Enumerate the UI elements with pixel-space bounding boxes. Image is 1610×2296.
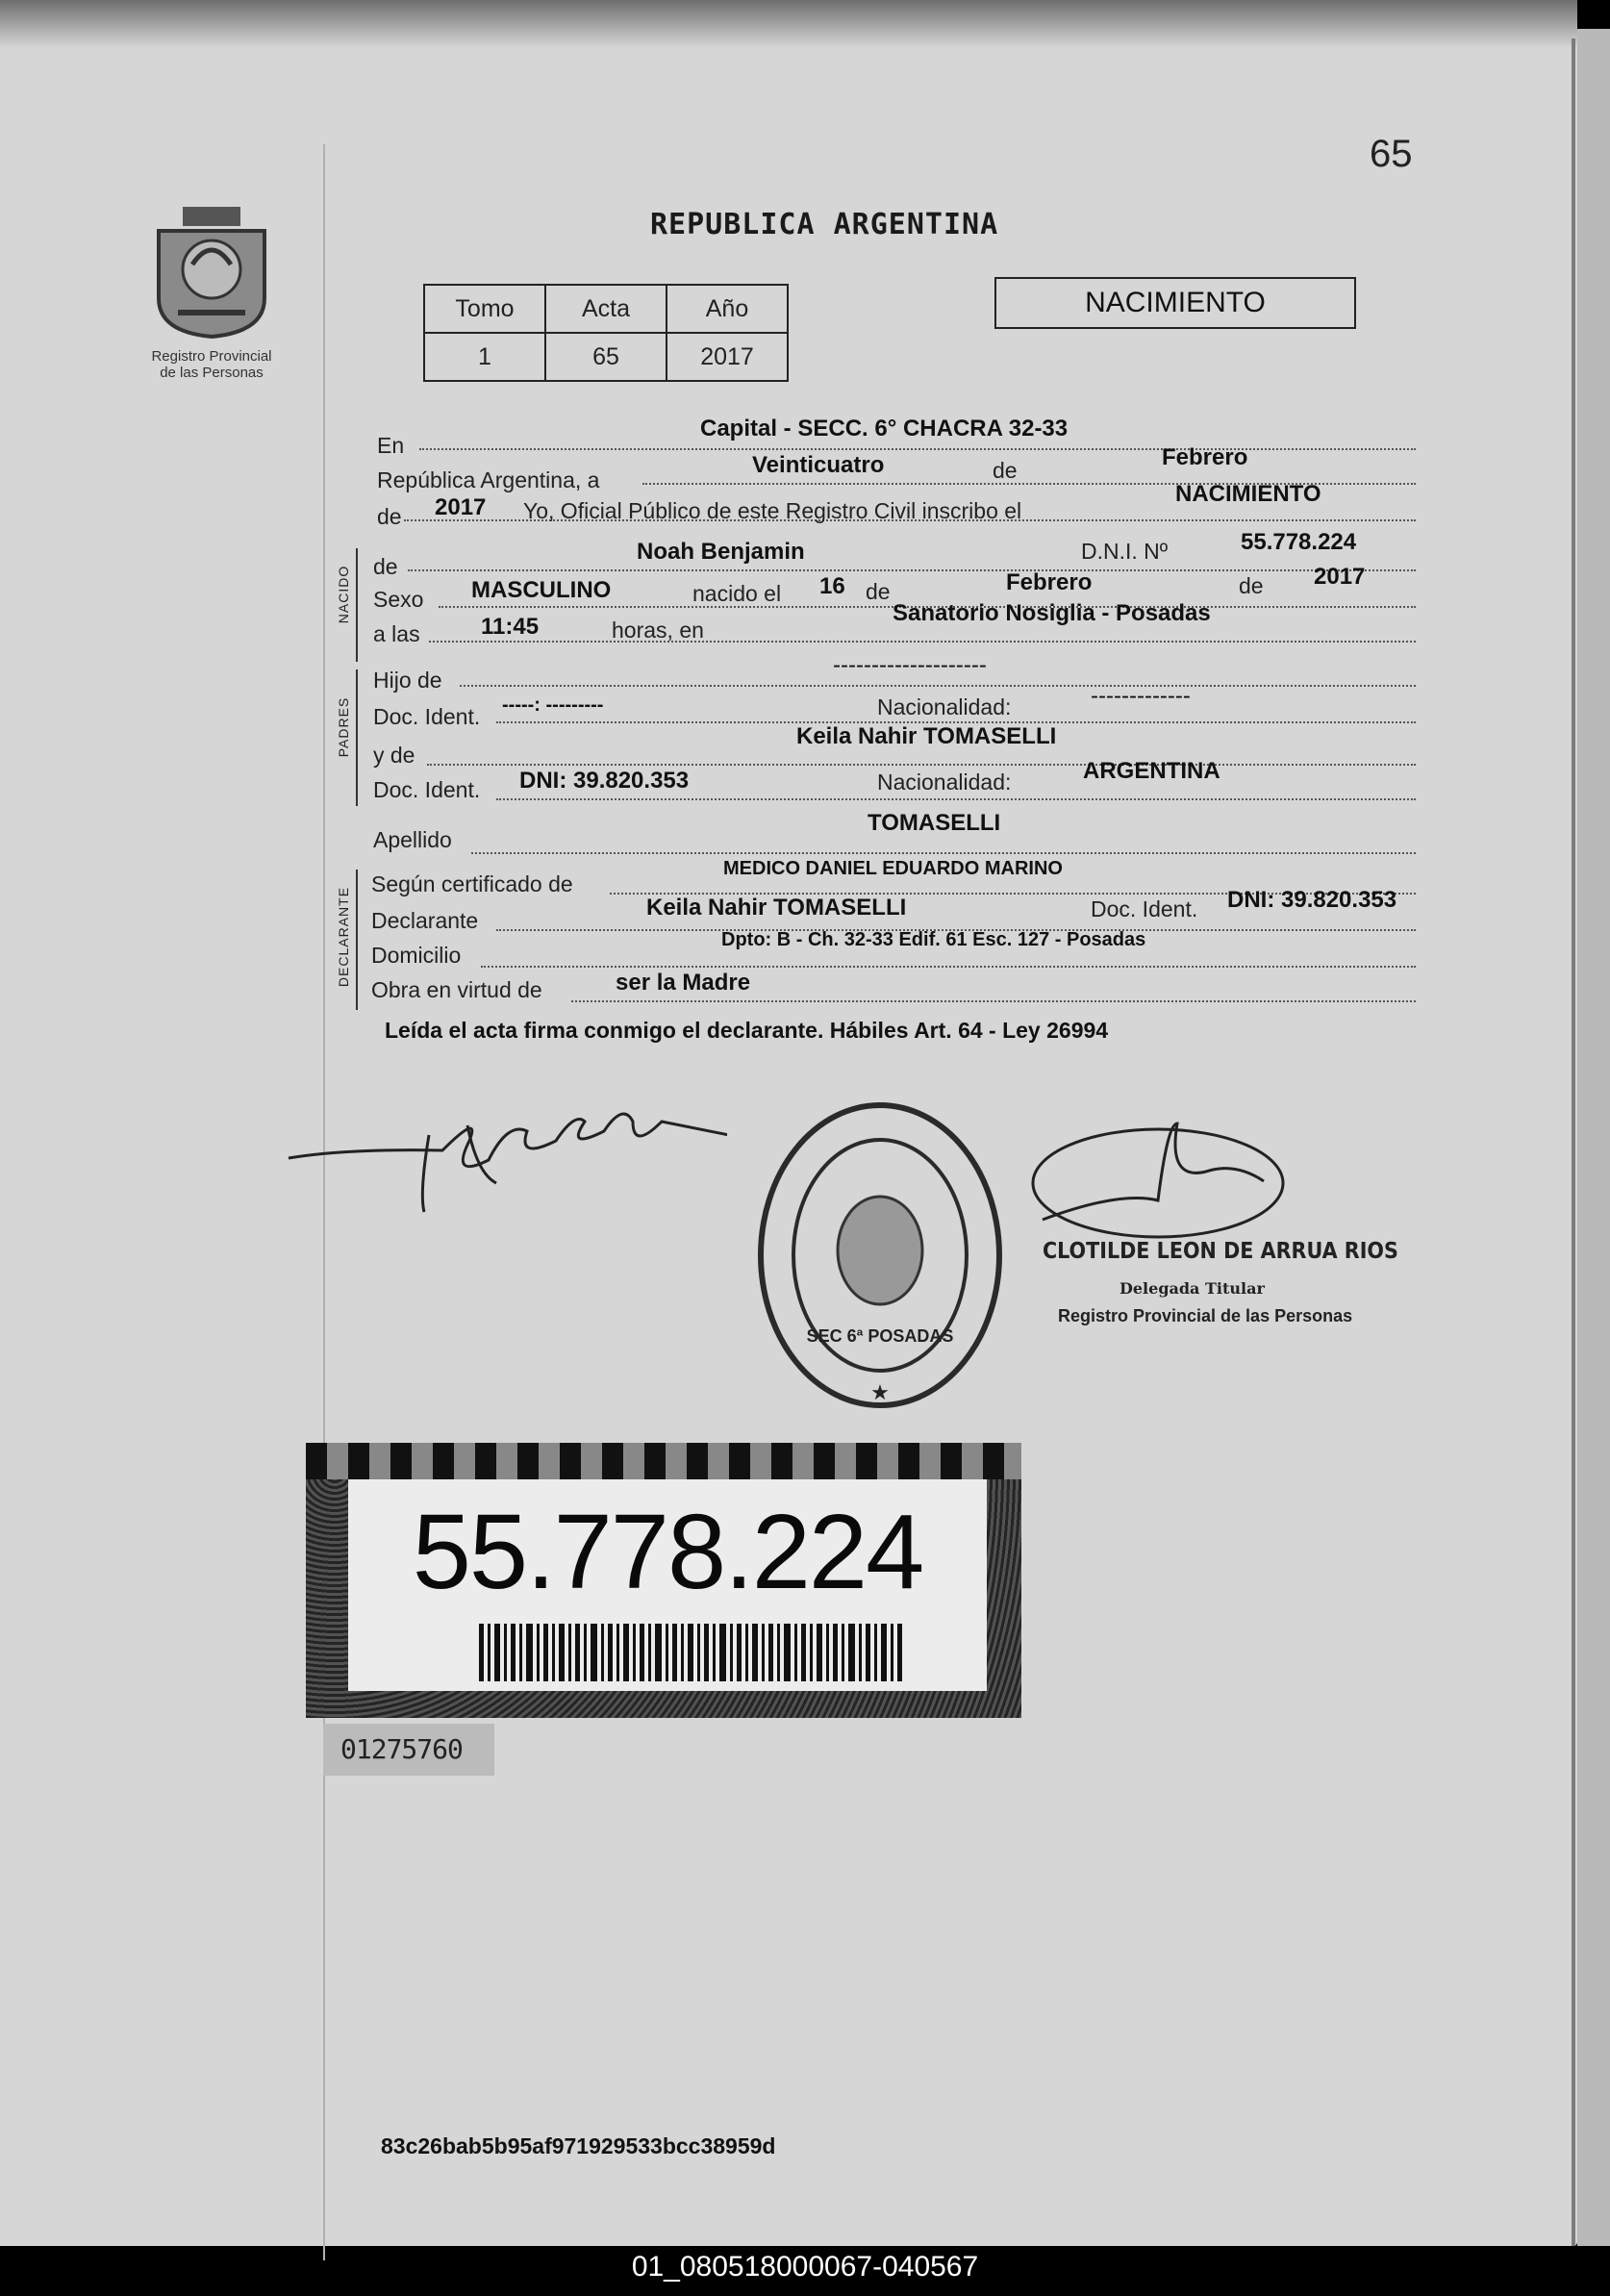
birth-time: 11:45 <box>481 614 540 640</box>
obra-value: ser la Madre <box>616 970 751 996</box>
place-value: Capital - SECC. 6° CHACRA 32-33 <box>700 416 1069 442</box>
document-type-box: NACIMIENTO <box>994 277 1356 329</box>
dotted-line <box>481 966 1416 968</box>
father-name: -------------------- <box>833 652 987 678</box>
official-role: Delegada Titular <box>1119 1279 1265 1298</box>
de-label: de <box>993 458 1018 483</box>
dotted-line <box>427 764 1416 766</box>
section-divider <box>356 870 358 1010</box>
de-label-2: de <box>866 579 891 604</box>
official-office: Registro Provincial de las Personas <box>1058 1306 1353 1325</box>
nacido-label: nacido el <box>692 581 782 606</box>
dni-label: D.N.I. Nº <box>1081 539 1169 564</box>
official-name: CLOTILDE LEON DE ARRUA RIOS <box>1043 1239 1398 1264</box>
dni-barcode-label <box>306 1443 1021 1718</box>
official-seal <box>750 1097 1010 1414</box>
year-value: 2017 <box>435 494 487 520</box>
declarante-section-label: DECLARANTE <box>336 886 351 988</box>
birth-month: Febrero <box>1006 569 1093 595</box>
logo-caption <box>115 348 308 381</box>
de-label: de <box>373 554 398 579</box>
en-label: En <box>377 433 405 458</box>
birth-day: 16 <box>819 573 845 599</box>
ref-header-ano: Año <box>667 285 788 333</box>
doc-ident-label-2: Doc. Ident. <box>373 777 481 802</box>
next-page-edge <box>1577 29 1610 2246</box>
dotted-line <box>471 852 1416 854</box>
obra-label: Obra en virtud de <box>371 977 542 1002</box>
certificado-value: MEDICO DANIEL EDUARDO MARINO <box>723 858 1063 879</box>
day-value: Veinticuatro <box>752 452 885 478</box>
alas-label: a las <box>373 621 420 646</box>
ref-header-acta: Acta <box>545 285 667 333</box>
declarante-name: Keila Nahir TOMASELLI <box>646 895 907 921</box>
dotted-line <box>571 1000 1416 1002</box>
republica-label: República Argentina, a <box>377 467 600 492</box>
mother-nationality: ARGENTINA <box>1083 758 1220 784</box>
sexo-value: MASCULINO <box>471 577 612 603</box>
ref-header-tomo: Tomo <box>424 285 545 333</box>
mother-name: Keila Nahir TOMASELLI <box>796 723 1057 749</box>
dotted-line <box>408 569 1416 571</box>
nacido-section-label: NACIDO <box>336 565 351 624</box>
yde-label: y de <box>373 743 415 768</box>
mother-dni: DNI: 39.820.353 <box>519 768 690 794</box>
barcode-panel <box>348 1479 987 1691</box>
declarante-doc-label: Doc. Ident. <box>1091 896 1198 921</box>
seal-inner-text: SEC 6ª POSADAS <box>806 1326 954 1346</box>
declarante-dni: DNI: 39.820.353 <box>1227 887 1397 913</box>
dotted-line <box>419 448 1416 450</box>
security-strip <box>306 1443 1021 1479</box>
horas-label: horas, en <box>612 618 704 643</box>
sexo-label: Sexo <box>373 587 424 612</box>
apellido-label: Apellido <box>373 827 452 852</box>
logo-caption-line-1: Registro Provincial <box>151 348 272 365</box>
seal-star-icon: ★ <box>870 1380 890 1404</box>
official-signature <box>1023 1106 1350 1250</box>
ref-value-acta: 65 <box>545 333 667 381</box>
page-fold <box>1572 38 1575 2246</box>
officer-text: Yo, Oficial Público de este Registro Civil inscribo el <box>523 498 1022 523</box>
year-prefix-label: de <box>377 504 402 529</box>
ref-value-tomo: 1 <box>424 333 545 381</box>
child-dni: 55.778.224 <box>1241 529 1357 555</box>
de-label-3: de <box>1239 573 1264 598</box>
dotted-line <box>429 641 1416 643</box>
closing-statement: Leída el acta firma conmigo el declarante. Hábiles Art. 64 - Ley 26994 <box>385 1018 1109 1043</box>
scan-filename: 01_080518000067-040567 <box>631 2251 979 2283</box>
nacionalidad-label-2: Nacionalidad: <box>877 770 1012 795</box>
declarant-signature <box>285 1097 727 1222</box>
padres-section-label: PADRES <box>336 696 351 758</box>
dotted-line <box>460 685 1416 687</box>
certificado-label: Según certificado de <box>371 871 573 896</box>
child-name: Noah Benjamin <box>637 539 805 565</box>
domicilio-label: Domicilio <box>371 943 462 968</box>
section-divider <box>356 548 358 662</box>
page-number: 65 <box>1370 133 1413 175</box>
serial-stamp: 01275760 <box>323 1724 494 1776</box>
document-hash: 83c26bab5b95af971929533bcc38959d <box>381 2133 776 2158</box>
hijo-label: Hijo de <box>373 668 442 693</box>
declarante-label: Declarante <box>371 908 479 933</box>
birth-year: 2017 <box>1314 564 1366 590</box>
birth-place: Sanatorio Nosiglia - Posadas <box>893 600 1211 626</box>
document-title: REPUBLICA ARGENTINA <box>650 208 999 241</box>
barcode-icon <box>479 1624 902 1681</box>
provincial-registry-logo <box>144 197 279 341</box>
doc-ident-value-1: -----: --------- <box>502 694 604 716</box>
logo-caption-line-2: de las Personas <box>160 365 264 381</box>
barcode-number: 55.778.224 <box>412 1493 923 1611</box>
month-value: Febrero <box>1162 444 1248 470</box>
doc-ident-label-1: Doc. Ident. <box>373 704 481 729</box>
ref-value-ano: 2017 <box>667 333 788 381</box>
reference-table <box>423 284 789 382</box>
nacionalidad-value-1: ------------- <box>1091 683 1191 709</box>
event-value: NACIMIENTO <box>1175 481 1321 507</box>
dotted-line <box>496 798 1416 800</box>
domicilio-value: Dpto: B - Ch. 32-33 Edif. 61 Esc. 127 - Posadas <box>721 929 1146 950</box>
section-divider <box>356 669 358 806</box>
apellido-value: TOMASELLI <box>868 810 1001 836</box>
nacionalidad-label-1: Nacionalidad: <box>877 694 1012 719</box>
